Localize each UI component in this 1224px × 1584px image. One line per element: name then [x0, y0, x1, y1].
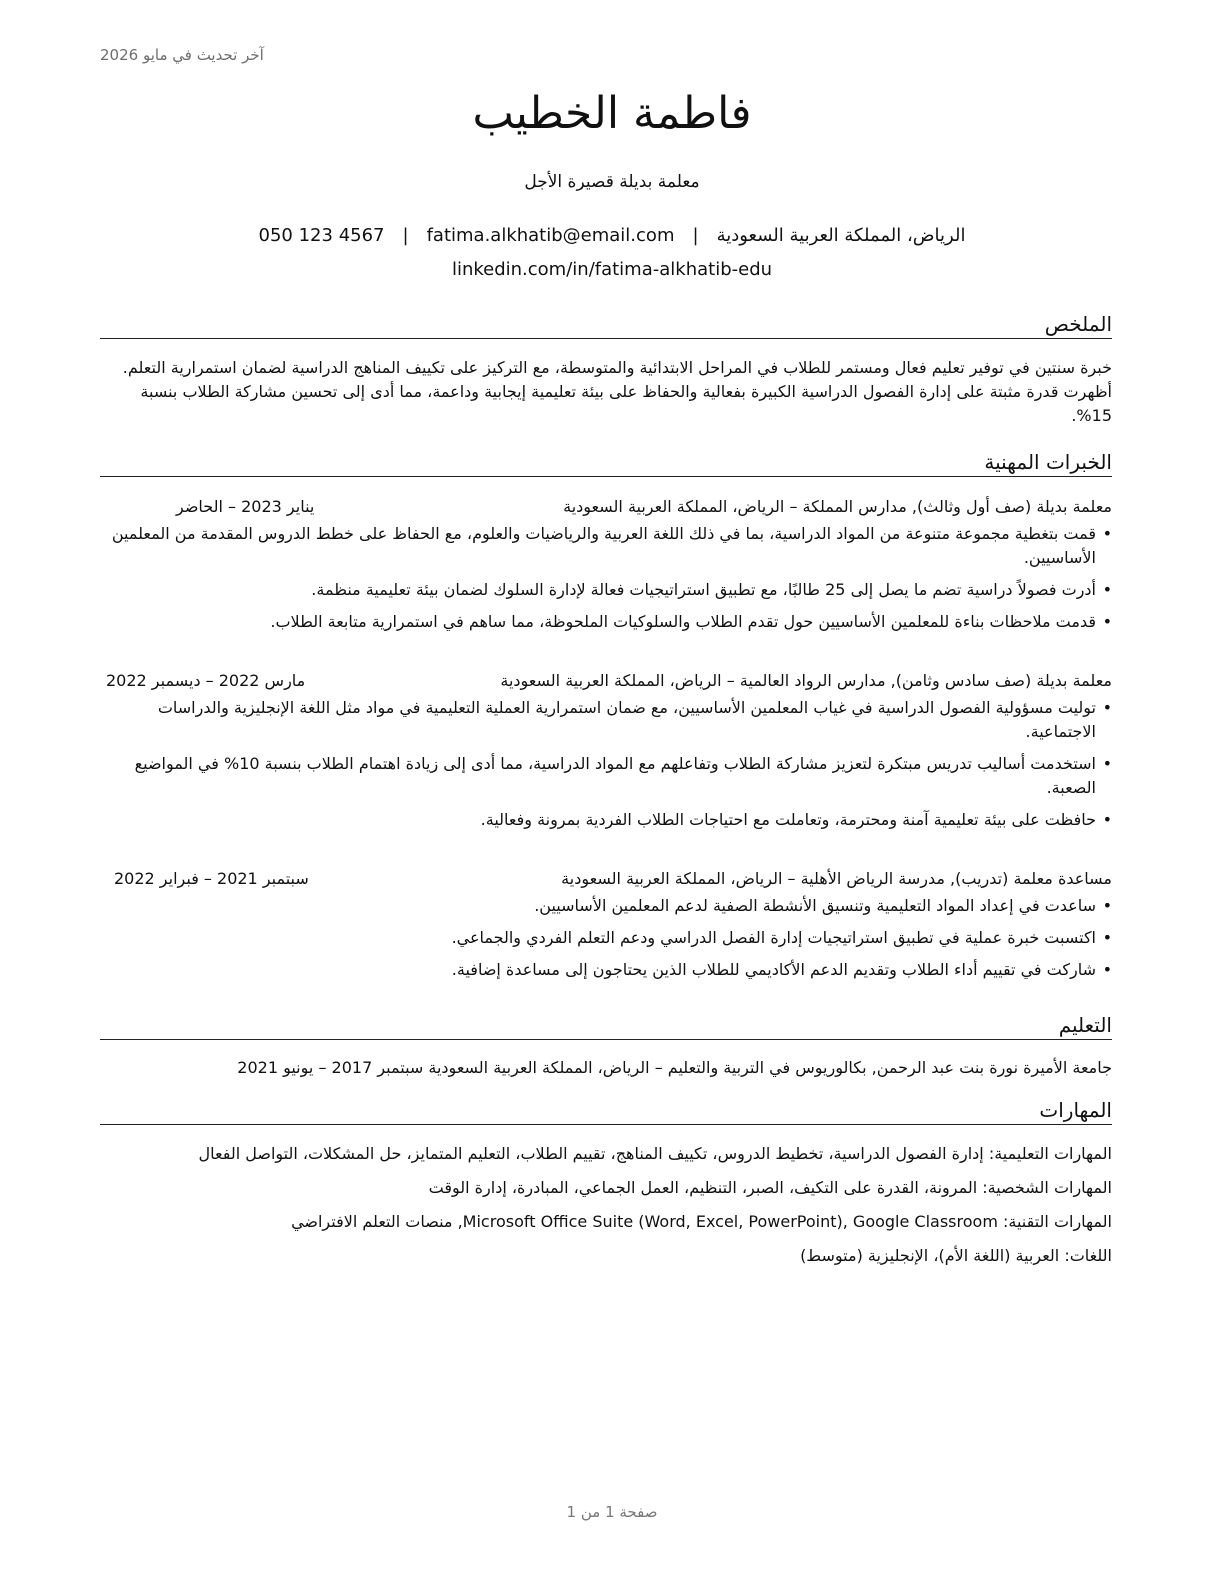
job-header	[100, 494, 1112, 522]
job-dates: يناير 2023 – الحاضر	[176, 497, 315, 516]
skill-item: المهارات الشخصية: المرونة، القدرة على التكيف، الصبر، التنظيم، العمل الجماعي، المبادرة، إدارة الوقت	[428, 1178, 1112, 1197]
job-bullets	[100, 894, 1112, 982]
job-dates: سبتمبر 2021 – فبراير 2022	[114, 869, 309, 888]
job-bullets	[100, 696, 1112, 832]
skill-item: المهارات التعليمية: إدارة الفصول الدراسية، تخطيط الدروس، تكييف المناهج، تقييم الطلاب، التعليم المتمايز، حل المشكلات، التواصل الفعال	[198, 1144, 1112, 1163]
contact-line	[0, 225, 1224, 246]
job-bullets	[100, 522, 1112, 634]
skill-item: المهارات التقنية: Microsoft Office Suite (Word, Excel, PowerPoint), Google Classroom, منصات التعلم الافتراضي	[291, 1212, 1112, 1231]
job-header	[100, 668, 1112, 696]
job-entry	[100, 494, 1112, 642]
list-item: • استخدمت أساليب تدريس مبتكرة لتعزيز مشاركة الطلاب وتفاعلهم مع المواد الدراسية، مما أدى إلى زيادة اهتمام الطلاب بنسبة 10% في المواضيع الصعبة.	[100, 752, 1112, 800]
list-item: • ساعدت في إعداد المواد التعليمية وتنسيق الأنشطة الصفية لدعم المعلمين الأساسيين.	[100, 894, 1112, 918]
section-title-experience: الخبرات المهنية	[100, 450, 1112, 477]
job-dates: مارس 2022 – ديسمبر 2022	[106, 671, 306, 690]
section-title-education: التعليم	[100, 1013, 1112, 1040]
job-heading: معلمة بديلة (صف سادس وثامن), مدارس الرواد العالمية – الرياض، المملكة العربية السعودية	[500, 671, 1112, 690]
education-entry: جامعة الأميرة نورة بنت عبد الرحمن, بكالوريوس في التربية والتعليم – الرياض، المملكة العربية السعودية سبتمبر 2017 – يونيو 2021	[237, 1058, 1112, 1077]
last-updated: آخر تحديث في مايو 2026	[100, 46, 264, 64]
candidate-name: فاطمة الخطيب	[472, 88, 752, 139]
list-item: • اكتسبت خبرة عملية في تطبيق استراتيجيات إدارة الفصل الدراسي ودعم التعلم الفردي والجماعي.	[100, 926, 1112, 950]
contact-phone[interactable]: 050 123 4567	[258, 225, 385, 246]
list-item: • قمت بتغطية مجموعة متنوعة من المواد الدراسية، بما في ذلك اللغة العربية والرياضيات والعلوم، مع الحفاظ على خطط الدروس المقدمة من المعلمين الأساسيين.	[100, 522, 1112, 570]
contact-linkedin[interactable]: linkedin.com/in/fatima-alkhatib-edu	[451, 259, 773, 280]
contact-email[interactable]: fatima.alkhatib@email.com	[426, 225, 675, 246]
contact-separator: |	[402, 225, 409, 246]
candidate-title: معلمة بديلة قصيرة الأجل	[524, 172, 700, 192]
job-header	[100, 866, 1112, 894]
contact-separator: |	[692, 225, 699, 246]
list-item: • توليت مسؤولية الفصول الدراسية في غياب المعلمين الأساسيين، مع ضمان استمرارية العملية التعليمية في مواد مثل اللغة الإنجليزية والدراسات الاجتماعية.	[100, 696, 1112, 744]
summary-text: خبرة سنتين في توفير تعليم فعال ومستمر للطلاب في المراحل الابتدائية والمتوسطة، مع التركيز على تكييف المناهج الدراسية لضمان استمرارية التعلم. أظهرت قدرة مثبتة على إدارة الفصول الدراسية الكبيرة بفعالية والحفاظ على بيئة تعليمية إيجابية وداعمة، مما أدى إلى تحسين مشاركة الطلاب بنسبة 15%.	[122, 358, 1112, 425]
section-title-skills: المهارات	[100, 1098, 1112, 1125]
job-heading: مساعدة معلمة (تدريب), مدرسة الرياض الأهلية – الرياض، المملكة العربية السعودية	[561, 869, 1112, 888]
list-item: • حافظت على بيئة تعليمية آمنة ومحترمة، وتعاملت مع احتياجات الطلاب الفردية بمرونة وفعالية.	[100, 808, 1112, 832]
list-item: • قدمت ملاحظات بناءة للمعلمين الأساسيين حول تقدم الطلاب والسلوكيات الملحوظة، مما ساهم في استمرارية متابعة الطلاب.	[100, 610, 1112, 634]
list-item: • شاركت في تقييم أداء الطلاب وتقديم الدعم الأكاديمي للطلاب الذين يحتاجون إلى مساعدة إضافية.	[100, 958, 1112, 982]
skill-item: اللغات: العربية (اللغة الأم)، الإنجليزية (متوسط)	[800, 1246, 1112, 1265]
job-heading: معلمة بديلة (صف أول وثالث), مدارس المملكة – الرياض، المملكة العربية السعودية	[563, 497, 1112, 516]
job-entry	[100, 866, 1112, 990]
contact-location: الرياض، المملكة العربية السعودية	[716, 225, 966, 246]
section-title-summary: الملخص	[100, 312, 1112, 339]
list-item: • أدرت فصولاً دراسية تضم ما يصل إلى 25 طالبًا، مع تطبيق استراتيجيات فعالة لإدارة السلوك لضمان بيئة تعليمية منظمة.	[100, 578, 1112, 602]
page-number: صفحة 1 من 1	[566, 1503, 658, 1521]
skills-list	[100, 1142, 1112, 1278]
job-entry	[100, 668, 1112, 840]
